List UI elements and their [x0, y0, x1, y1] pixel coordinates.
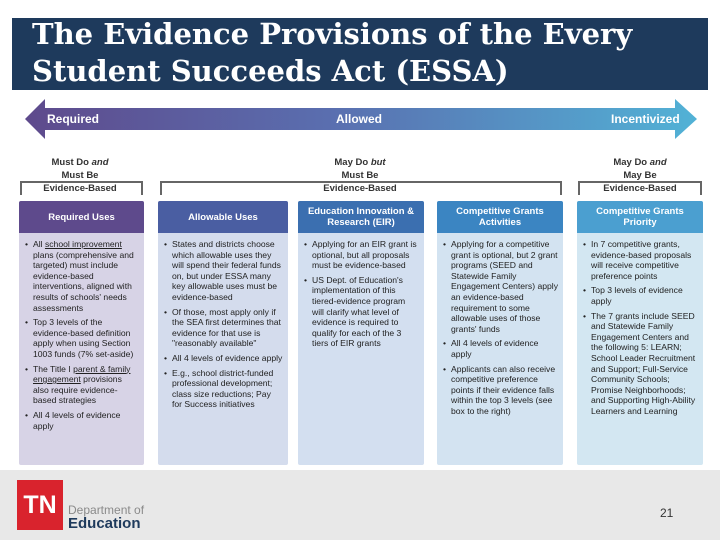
header-must-line3: Evidence-Based: [43, 183, 117, 194]
column-required-uses: [19, 201, 144, 465]
column-body: [158, 233, 288, 418]
column-header: Competitive Grants Priority: [577, 201, 703, 233]
column-allowable-uses: [158, 201, 288, 465]
list-item: • All 4 levels of evidence apply: [25, 410, 139, 431]
column-body: [298, 233, 424, 357]
column-competitive-priority: [577, 201, 703, 465]
list-item: • The Title I parent & family engagement provisions also require evidence-based strategies: [25, 364, 139, 406]
list-item: • Top 3 levels of evidence apply: [583, 285, 698, 306]
header-mayand-line3: Evidence-Based: [603, 183, 677, 194]
list-item: • All 4 levels of evidence apply: [443, 338, 558, 359]
list-item: • Applying for a competitive grant is optional, but 2 grant programs (SEED and Statewide Family Engagement Centers) apply an evidence-based requirement to some allowable uses of those grants' funds: [443, 239, 558, 334]
column-header: Competitive Grants Activities: [437, 201, 563, 233]
department-label: Department of: [68, 503, 145, 517]
header-mayand-line2: May Be: [623, 170, 657, 181]
column-eir: [298, 201, 424, 465]
list-item: • US Dept. of Education's implementation of this tiered-evidence program will clarify what level of evidence is required to qualify for each of the 3 tiers of EIR grants: [304, 275, 419, 349]
header-must-line2: Must Be: [61, 170, 99, 181]
column-competitive-activities: [437, 201, 563, 465]
list-item: • States and districts choose which allowable uses they will spend their federal funds on, but under ESSA many key allowable uses must be evidence-based: [164, 239, 283, 303]
header-maybut-line3: Evidence-Based: [323, 183, 397, 194]
list-item: • Applying for an EIR grant is optional, but all proposals must be evidence-based: [304, 239, 419, 271]
header-mayand-line1: May Do: [613, 157, 648, 168]
bracket-incentivized: [578, 181, 702, 195]
list-item: • Top 3 levels of the evidence-based definition apply when using Section 1003 funds (7% set-aside): [25, 317, 139, 359]
list-item: • Of those, most apply only if the SEA first determines that evidence for that use is "reasonably available": [164, 307, 283, 349]
title-line-1: The Evidence Provisions of the Every: [32, 17, 633, 51]
bracket-required: [20, 181, 143, 195]
column-body: [19, 233, 144, 439]
title-line-2: Student Succeeds Act (ESSA): [32, 54, 509, 88]
column-header: Allowable Uses: [158, 201, 288, 233]
column-body: [437, 233, 563, 425]
slide-title: [32, 16, 702, 90]
tn-logo: TN: [17, 480, 63, 530]
header-mayand-and: and: [649, 157, 667, 168]
header-must-line1: Must Do: [51, 157, 89, 168]
list-item: • Applicants can also receive competitive preference points if their evidence falls within the top 3 levels (see box to the right): [443, 364, 558, 417]
list-item: • All 4 levels of evidence apply: [164, 353, 283, 364]
header-must-and: and: [91, 157, 109, 168]
page-number: 21: [660, 506, 674, 520]
list-item: • The 7 grants include SEED and Statewide Family Engagement Centers and the following 5: LEARN; School Leader Recruitment and Support; Full-Service Community Schools; Promise Neighborhoods; and Supporting High-Ability Learners and Learning: [583, 311, 698, 417]
header-maybut-line1: May Do: [334, 157, 369, 168]
header-maybut-line2: Must Be: [341, 170, 379, 181]
education-label: Education: [68, 515, 141, 532]
header-maybut-but: but: [370, 157, 386, 168]
bracket-allowed: [160, 181, 562, 195]
column-header: Required Uses: [19, 201, 144, 233]
list-item: • All school improvement plans (comprehensive and targeted) must include evidence-based interventions, aligned with results of schools' needs assessments: [25, 239, 139, 313]
arrow-label-required: Required: [47, 112, 100, 126]
arrow-label-allowed: Allowed: [336, 112, 383, 126]
column-header: Education Innovation & Research (EIR): [298, 201, 424, 233]
arrow-label-incentivized: Incentivized: [611, 112, 680, 126]
column-body: [577, 233, 703, 425]
list-item: • E.g., school district-funded professional development; class size reductions; Pay for Success initiatives: [164, 368, 283, 410]
list-item: • In 7 competitive grants, evidence-based proposals will receive competitive preference points: [583, 239, 698, 281]
